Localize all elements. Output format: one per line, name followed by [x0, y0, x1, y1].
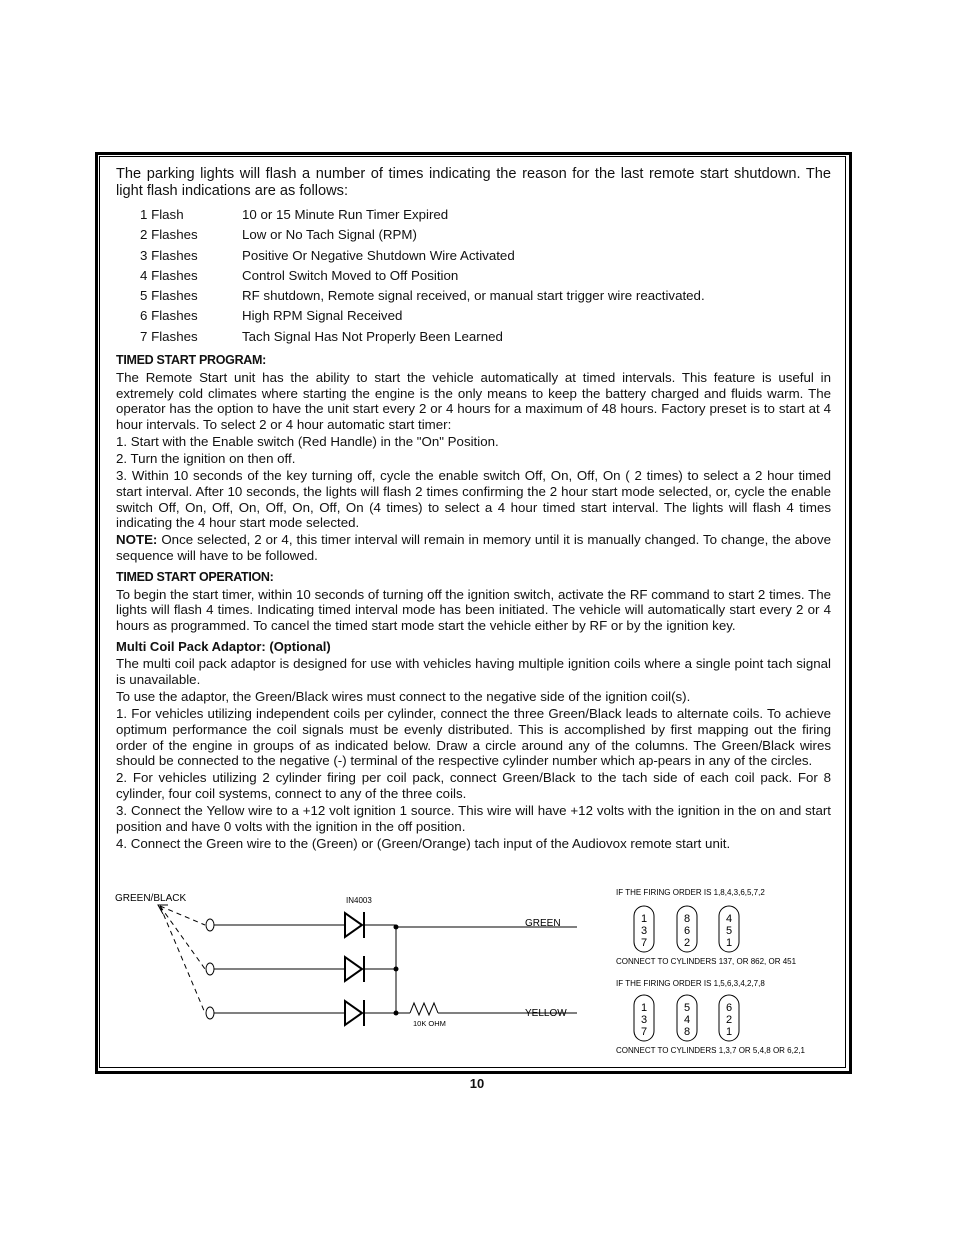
- flash-description: Low or No Tach Signal (RPM): [242, 227, 417, 243]
- yellow-label: YELLOW: [525, 1008, 567, 1019]
- junction-dot-icon: [394, 925, 399, 930]
- cylinder-number: 2: [725, 1014, 733, 1026]
- cylinder-number: 7: [640, 937, 648, 949]
- diode-icon: [345, 956, 364, 982]
- flash-count: 1 Flash: [140, 207, 184, 222]
- cylinder-number: 3: [640, 1014, 648, 1026]
- flash-description: 10 or 15 Minute Run Timer Expired: [242, 207, 449, 222]
- flash-description: Control Switch Moved to Off Position: [242, 267, 459, 283]
- ring-terminal-icon: [206, 963, 214, 975]
- program-step: 3. Within 10 seconds of the key turning off, cycle the enable switch Off, On, Off, On ( 2 times) to select a 2 hour timed start interval. After 10 seconds, the lights will flash 2 times confirming the 2 hour start mode selected, or, cycle the enable switch Off, On, Off, On, Off, On, Off, On (4 times) to select a 4 hour timed start interval. The lights will flash 4 times indicating the 4 hour start mode selected.: [116, 468, 831, 531]
- coil-adaptor-paragraph: To use the adaptor, the Green/Black wires must connect to the negative side of the ignition coil(s).: [116, 689, 691, 705]
- flash-description: High RPM Signal Received: [242, 308, 403, 324]
- cylinder-number: 2: [683, 937, 691, 949]
- coil-adaptor-paragraph: 2. For vehicles utilizing 2 cylinder firing per coil pack, connect Green/Black to the tach side of each coil pack. For 8 cylinder, four coil systems, connect to any of the three coils.: [116, 770, 831, 801]
- note-text: Once selected, 2 or 4, this timer interval will remain in memory until it is manually changed. To change, the above sequence will have to be followed.: [116, 532, 831, 563]
- cylinder-number: 1: [640, 1002, 648, 1014]
- note-label: NOTE:: [116, 532, 158, 548]
- cylinder-number: 5: [725, 925, 733, 937]
- cylinder-number: 8: [683, 1026, 691, 1038]
- timed-start-operation-body: To begin the start timer, within 10 seconds of turning off the ignition switch, activate the RF command to start 2 times. The lights will flash 4 times. Indicating timed interval mode has been initiated. The vehicle will automatically start every 2 or 4 hours as programmed. To cancel the timed start mode start the vehicle either by RF or by the ignition key.: [116, 586, 831, 633]
- cylinder-number: 6: [683, 925, 691, 937]
- program-step: 2. Turn the ignition on then off.: [116, 451, 296, 467]
- cylinder-number: 1: [725, 937, 733, 949]
- flash-count: 5 Flashes: [140, 288, 198, 304]
- cylinder-number: 1: [725, 1026, 733, 1038]
- flash-count: 7 Flashes: [140, 328, 198, 344]
- ring-terminal-icon: [206, 919, 214, 931]
- cylinder-number: 5: [683, 1002, 691, 1014]
- flash-description: RF shutdown, Remote signal received, or manual start trigger wire reactivated.: [242, 288, 705, 304]
- coil-adaptor-paragraph: 1. For vehicles utilizing independent coils per cylinder, connect the three Green/Black leads to alternate coils. To achieve optimum performance the coil signals must be evenly distributed. This is accomplished by first mapping out the firing order of the engine in groups of as indicated below. Draw a circle around any of the columns. The Green/Black wires should be connected to the negative (-) terminal of the respective cylinder number which ap-pears in any of the circles.: [116, 706, 831, 769]
- cylinder-number: 4: [725, 913, 733, 925]
- junction-dot-icon: [394, 967, 399, 972]
- timed-start-operation-heading: TIMED START OPERATION:: [116, 569, 274, 584]
- flash-count: 4 Flashes: [140, 267, 198, 283]
- firing-order-footer: CONNECT TO CYLINDERS 1,3,7 OR 5,4,8 OR 6,2,1: [616, 1046, 805, 1055]
- flash-count: 6 Flashes: [140, 308, 198, 324]
- program-step: 1. Start with the Enable switch (Red Handle) in the "On" Position.: [116, 434, 499, 450]
- ring-terminal-icon: [206, 1007, 214, 1019]
- timed-start-program-body: The Remote Start unit has the ability to start the vehicle automatically at timed intervals. This feature is useful in extremely cold climates where starting the engine is the only means to keep the battery charged and fluids warm. The operator has the option to have the unit start every 2 or 4 hours for a maximum of 48 hours. Factory preset is to start at 4 hour intervals. To select 2 or 4 hour automatic start timer:: [116, 370, 831, 432]
- page-number: 10: [469, 1076, 485, 1091]
- firing-order-header: IF THE FIRING ORDER IS 1,8,4,3,6,5,7,2: [616, 888, 765, 897]
- flash-description: Tach Signal Has Not Properly Been Learned: [242, 328, 503, 344]
- cylinder-number: 7: [640, 1026, 648, 1038]
- timed-start-program-heading: TIMED START PROGRAM:: [116, 353, 267, 368]
- flash-count: 3 Flashes: [140, 247, 198, 263]
- diode-label: IN4003: [346, 896, 372, 905]
- diode-icon: [345, 912, 364, 938]
- cylinder-number: 1: [640, 913, 648, 925]
- diode-icon: [345, 1000, 364, 1026]
- coil-adaptor-heading: Multi Coil Pack Adaptor: (Optional): [116, 639, 331, 655]
- coil-adaptor-paragraph: The multi coil pack adaptor is designed for use with vehicles having multiple ignition coils where a single point tach signal is unavailable.: [116, 656, 831, 687]
- cylinder-number: 6: [725, 1002, 733, 1014]
- cylinder-number: 8: [683, 913, 691, 925]
- green-label: GREEN: [525, 918, 561, 929]
- flash-count: 2 Flashes: [140, 227, 198, 243]
- firing-order-header: IF THE FIRING ORDER IS 1,5,6,3,4,2,7,8: [616, 979, 765, 988]
- coil-adaptor-paragraph: 4. Connect the Green wire to the (Green) or (Green/Orange) tach input of the Audiovox remote start unit.: [116, 835, 731, 851]
- flash-description: Positive Or Negative Shutdown Wire Activated: [242, 247, 515, 263]
- cylinder-number: 4: [683, 1014, 691, 1026]
- green-black-label: GREEN/BLACK: [115, 893, 187, 904]
- firing-order-footer: CONNECT TO CYLINDERS 137, OR 862, OR 451: [616, 957, 797, 966]
- resistor-label: 10K OHM: [413, 1019, 446, 1028]
- resistor-icon: [410, 1003, 438, 1015]
- intro-paragraph: The parking lights will flash a number of times indicating the reason for the last remote start shutdown. The light flash indications are as follows:: [116, 166, 831, 199]
- junction-dot-icon: [394, 1011, 399, 1016]
- cylinder-number: 3: [640, 925, 648, 937]
- coil-adaptor-paragraph: 3. Connect the Yellow wire to a +12 volt ignition 1 source. This wire will have +12 volts with the ignition in the on and start position and have 0 volts with the ignition in the off position.: [116, 803, 831, 834]
